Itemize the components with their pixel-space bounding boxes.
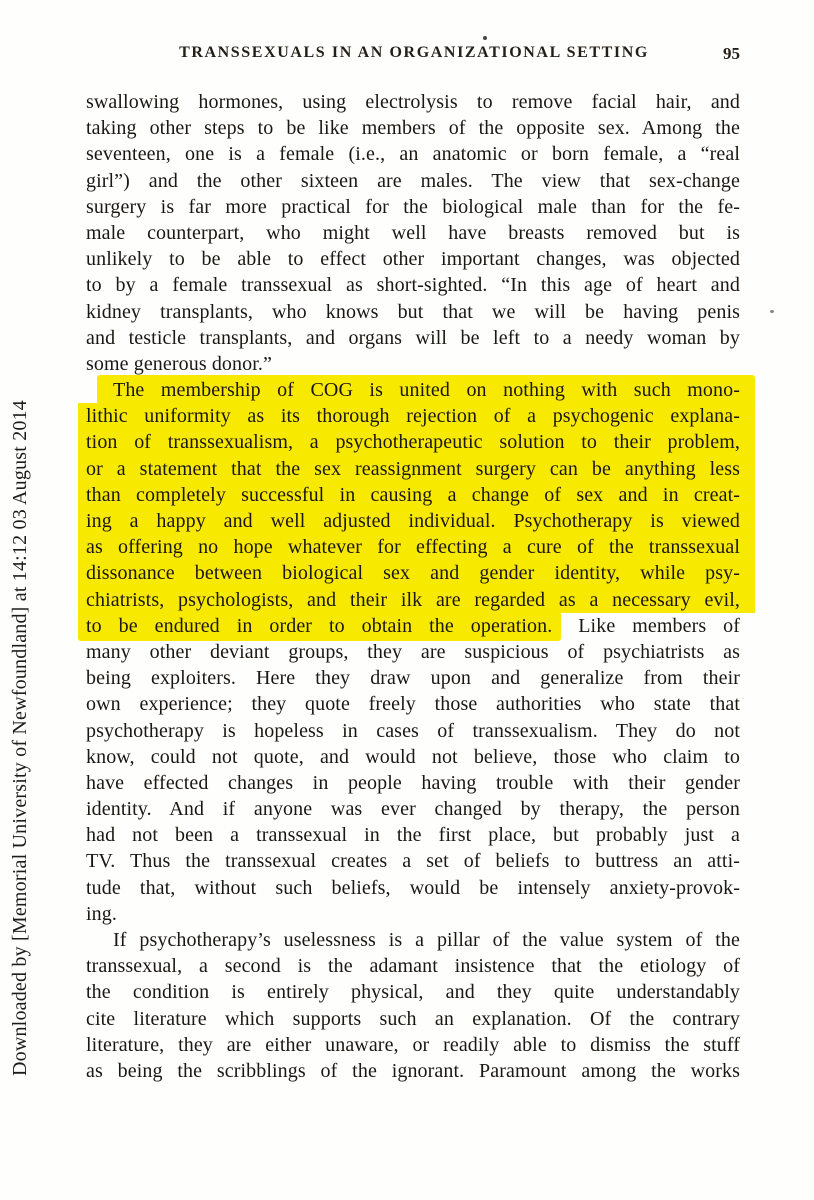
text-segment: have effected changes in people having trouble with their gender bbox=[86, 771, 740, 794]
text-line bbox=[86, 325, 740, 351]
text-line bbox=[86, 848, 740, 874]
text-line bbox=[86, 508, 740, 534]
highlighted-text: tion of transsexualism, a psychotherapeutic solution to their problem, bbox=[86, 431, 740, 454]
text-line bbox=[86, 587, 740, 613]
text-segment: some generous donor.” bbox=[86, 352, 272, 375]
text-line bbox=[86, 665, 740, 691]
text-segment: psychotherapy is hopeless in cases of transsexualism. They do not bbox=[86, 719, 740, 742]
text-line bbox=[86, 796, 740, 822]
text-segment: know, could not quote, and would not believe, those who claim to bbox=[86, 745, 740, 768]
text-line bbox=[86, 718, 740, 744]
text-segment: surgery is far more practical for the biological male than for the fe- bbox=[86, 195, 740, 218]
text-segment: being exploiters. Here they draw upon and generalize from their bbox=[86, 667, 740, 690]
text-segment: to by a female transsexual as short-sighted. “In this age of heart and bbox=[86, 274, 740, 297]
text-line bbox=[86, 403, 740, 429]
text-segment: unlikely to be able to effect other important changes, was objected bbox=[86, 248, 740, 271]
highlighted-text: ing a happy and well adjusted individual. Psychotherapy is viewed bbox=[86, 510, 740, 532]
highlighted-text: to be endured in order to obtain the operation. bbox=[78, 611, 561, 641]
text-line bbox=[86, 875, 740, 901]
text-segment: identity. And if anyone was ever changed by therapy, the person bbox=[86, 798, 740, 821]
scan-speck bbox=[770, 310, 774, 313]
text-line bbox=[86, 115, 740, 141]
text-line bbox=[86, 272, 740, 298]
text-segment: If psychotherapy’s uselessness is a pillar of the value system of the bbox=[113, 929, 740, 951]
text-segment: had not been a transsexual in the first place, but probably just a bbox=[86, 824, 740, 847]
text-line bbox=[86, 639, 740, 665]
text-line bbox=[86, 456, 740, 482]
text-line bbox=[86, 351, 740, 377]
text-line bbox=[86, 953, 740, 979]
highlighted-text: chiatrists, psychologists, and their ilk are regarded as a necessary evil, bbox=[86, 588, 740, 611]
scan-speck bbox=[483, 36, 487, 40]
text-segment: the condition is entirely physical, and they quite understandably bbox=[86, 981, 740, 1004]
highlighted-text: than completely successful in causing a change of sex and in creat- bbox=[86, 483, 740, 506]
text-line bbox=[86, 168, 740, 194]
text-line bbox=[86, 246, 740, 272]
highlighted-text: The membership of COG is united on nothing with such mono- bbox=[97, 375, 755, 405]
text-segment: Like members of bbox=[561, 614, 740, 637]
text-line bbox=[86, 1006, 740, 1032]
text-segment: cite literature which supports such an explanation. Of the contrary bbox=[86, 1007, 740, 1030]
download-watermark: Downloaded by [Memorial University of Newfoundland] at 14:12 03 August 2014 bbox=[9, 399, 31, 1076]
text-line bbox=[86, 482, 740, 508]
text-line bbox=[86, 429, 740, 455]
highlighted-text: lithic uniformity as its thorough rejection of a psychogenic explana- bbox=[86, 405, 740, 428]
text-segment: own experience; they quote freely those authorities who state that bbox=[86, 693, 740, 716]
text-line bbox=[86, 141, 740, 167]
text-line bbox=[86, 89, 740, 115]
text-line bbox=[86, 377, 740, 403]
text-segment: TV. Thus the transsexual creates a set of beliefs to buttress an atti- bbox=[86, 850, 740, 873]
text-line bbox=[86, 927, 740, 953]
text-segment: seventeen, one is a female (i.e., an anatomic or born female, a “real bbox=[86, 143, 740, 166]
text-segment: many other deviant groups, they are suspicious of psychiatrists as bbox=[86, 640, 740, 663]
text-segment: literature, they are either unaware, or readily able to dismiss the stuff bbox=[86, 1033, 740, 1056]
text-line bbox=[86, 979, 740, 1005]
text-line bbox=[86, 299, 740, 325]
text-segment: taking other steps to be like members of the opposite sex. Among the bbox=[86, 117, 740, 140]
text-segment: kidney transplants, who knows but that we will be having penis bbox=[86, 300, 740, 323]
text-line bbox=[86, 220, 740, 246]
text-line bbox=[86, 822, 740, 848]
running-head bbox=[86, 44, 742, 68]
text-segment: tude that, without such beliefs, would be intensely anxiety-provok- bbox=[86, 876, 740, 899]
highlighted-text: as offering no hope whatever for effecting a cure of the transsexual bbox=[86, 536, 740, 559]
body-text bbox=[86, 89, 740, 1084]
text-segment: girl”) and the other sixteen are males. The view that sex-change bbox=[86, 169, 740, 192]
text-segment: and testicle transplants, and organs will be left to a needy woman by bbox=[86, 326, 740, 349]
text-line bbox=[86, 744, 740, 770]
text-segment: male counterpart, who might well have breasts removed but is bbox=[86, 221, 740, 244]
text-line bbox=[86, 534, 740, 560]
text-line bbox=[86, 560, 740, 586]
text-line bbox=[86, 194, 740, 220]
highlighted-text: dissonance between biological sex and gender identity, while psy- bbox=[86, 562, 740, 585]
text-segment: swallowing hormones, using electrolysis to remove facial hair, and bbox=[86, 91, 740, 113]
text-line bbox=[86, 901, 740, 927]
text-line bbox=[86, 1058, 740, 1084]
text-line bbox=[86, 691, 740, 717]
text-line bbox=[86, 1032, 740, 1058]
page-number: 95 bbox=[723, 44, 740, 63]
text-line bbox=[86, 613, 740, 639]
page-title: TRANSSEXUALS IN AN ORGANIZATIONAL SETTING bbox=[179, 44, 649, 61]
text-segment: transsexual, a second is the adamant insistence that the etiology of bbox=[86, 955, 740, 978]
text-segment: ing. bbox=[86, 902, 117, 925]
text-segment: as being the scribblings of the ignorant. Paramount among the works bbox=[86, 1059, 740, 1082]
highlighted-text: or a statement that the sex reassignment surgery can be anything less bbox=[86, 457, 740, 480]
text-line bbox=[86, 770, 740, 796]
